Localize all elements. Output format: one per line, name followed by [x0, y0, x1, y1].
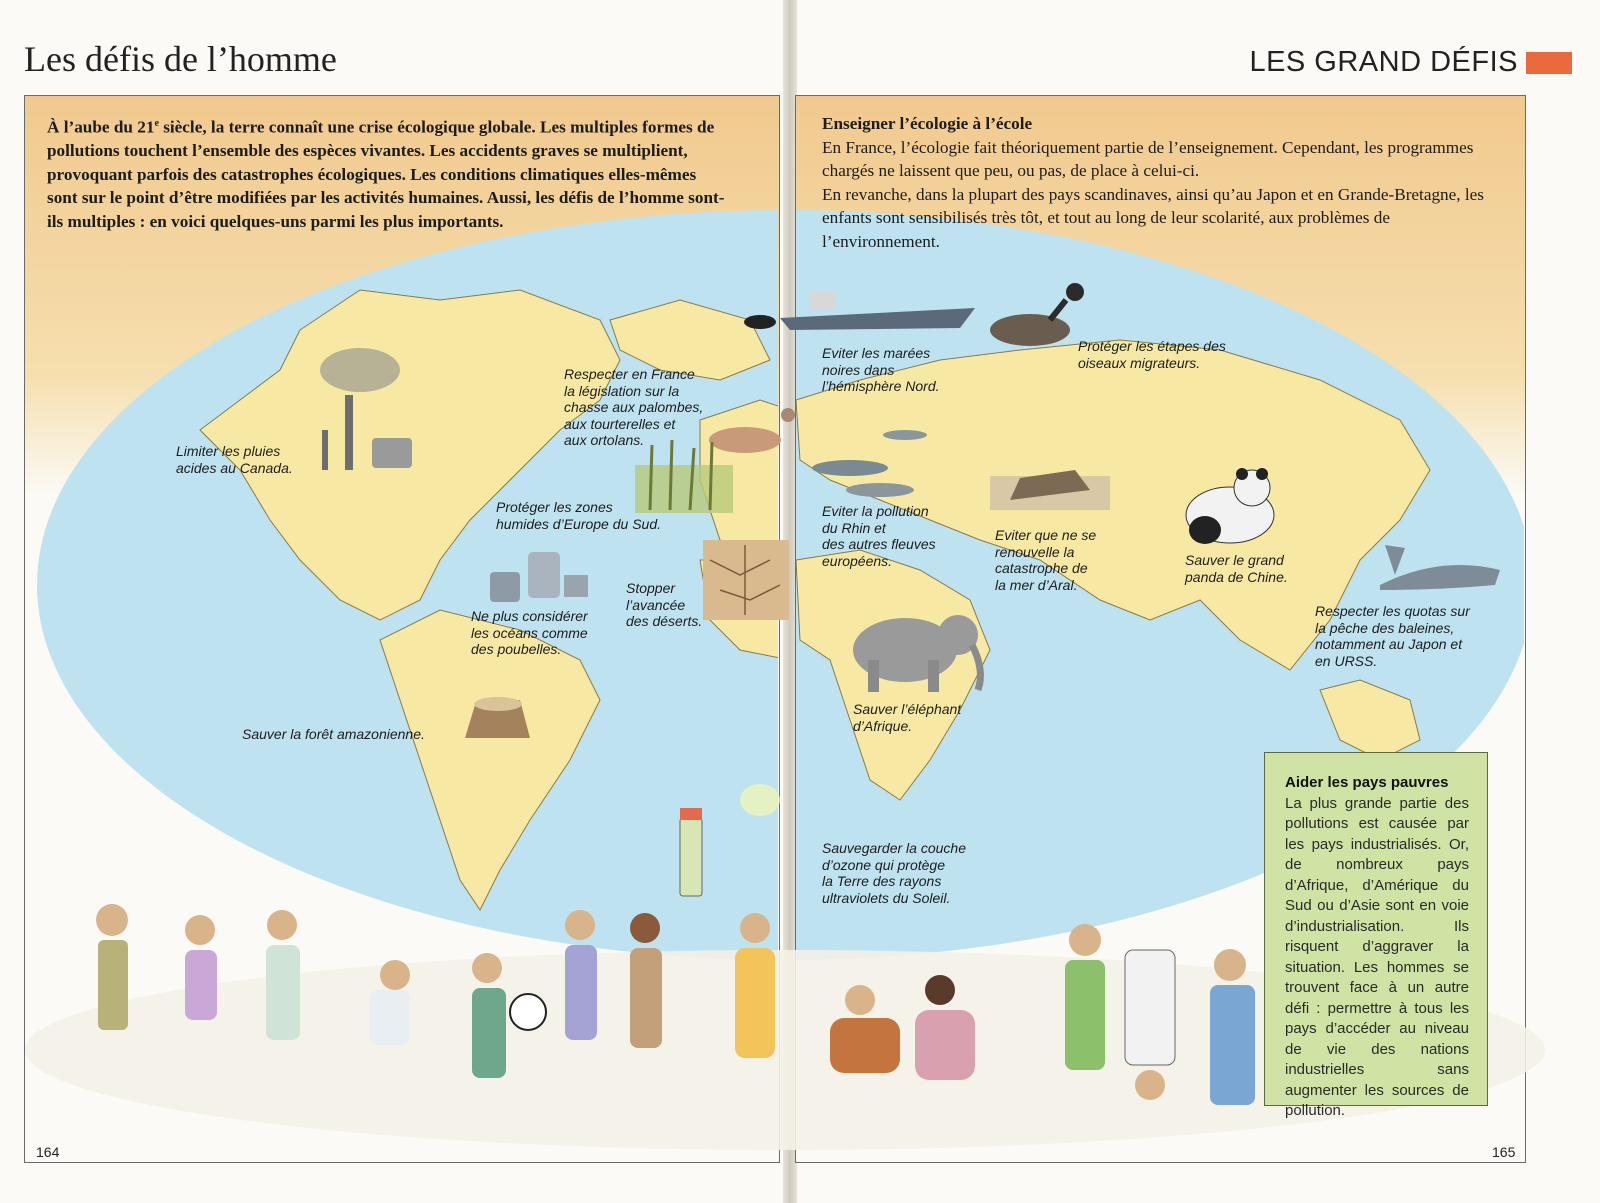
school-paragraph-1: En France, l’écologie fait théoriquement partie de l’enseignement. Cependant, les programmes chargés ne laissent que peu, ou pas, de place à celui-ci.: [822, 137, 1474, 180]
aid-poor-countries-box: [1264, 752, 1488, 1119]
school-paragraph-2: En revanche, dans la plupart des pays scandinaves, ainsi qu’au Japon et en Grande-Bretagne, les enfants sont sensibilisés très tôt, et tout au long de leur scolarité, aux problèmes de l’environnement.: [822, 184, 1484, 251]
aid-box-body: La plus grande partie des pollutions est causée par les pays industrialisés. Or, de nombreux pays d’Afrique, d’Amérique du Sud ou d’Asie sont en voie d’industrialisation. Ils risquent d’aggraver la situation. Les hommes se trouvent face à un autre défi : permettre à tous les pays d’accéder au niveau de vie des nations industrielles sans augmenter les sources de pollution.: [1285, 794, 1469, 1119]
section-title: LES GRAND DÉFIS: [1249, 46, 1518, 78]
label-acid-rain: Limiter les pluies acides au Canada.: [176, 443, 293, 476]
label-rhine: Eviter la pollution du Rhin et des autres fleuves européens.: [822, 503, 936, 569]
shipwreck-icon: [990, 470, 1110, 510]
intro-paragraph: [47, 112, 727, 233]
cracked-earth-icon: [703, 540, 789, 620]
aid-box-title: Aider les pays pauvres: [1285, 774, 1449, 791]
label-whales: Respecter les quotas sur la pêche des baleines, notamment au Japon et en URSS.: [1315, 603, 1470, 669]
page-number-right: 165: [1492, 1144, 1516, 1160]
tree-stump-icon: [465, 697, 530, 738]
intro-lead-end: siècle, la terre connaît une crise écologique globale.: [158, 117, 536, 137]
intro-lead: À l’aube du 21: [47, 117, 155, 137]
page-number-left: 164: [36, 1144, 60, 1160]
school-section-title: Enseigner l’écologie à l’école: [822, 114, 1033, 133]
label-elephant: Sauver l’éléphant d’Afrique.: [853, 701, 962, 734]
label-oceans: Ne plus considérer les océans comme des poubelles.: [471, 608, 588, 657]
label-panda: Sauver le grand panda de Chine.: [1185, 552, 1288, 585]
page-title: Les défis de l’homme: [24, 39, 337, 79]
label-migratory-birds: Protéger les étapes des oiseaux migrateurs.: [1078, 338, 1226, 371]
label-aral-sea: Eviter que ne se renouvelle la catastrophe de la mer d’Aral.: [995, 527, 1097, 593]
label-hunting-law: Respecter en France la législation sur la chasse aux palombes, aux tourterelles et aux ortolans.: [564, 366, 704, 448]
label-amazon: Sauver la forêt amazonienne.: [242, 726, 425, 742]
intro-body: Les multiples formes de pollutions touchent l’ensemble des espèces vivantes. Les accidents graves se multiplient, provoquant parfois des catastrophes écologiques. Les conditions climatiques elles-mêmes sont sur le point d’être modifiées par les activités humaines. Aussi, les défis de l’homme sont-ils multiples : en voici quelques-uns parmi les plus importants.: [47, 117, 725, 231]
intro-superscript: e: [154, 118, 159, 129]
label-oil-spills: Eviter les marées noires dans l’hémisphère Nord.: [822, 345, 940, 394]
label-deserts: Stopper l’avancée des déserts.: [626, 580, 703, 629]
label-wetlands: Protéger les zones humides d’Europe du Sud.: [496, 499, 661, 532]
school-ecology-section: [822, 112, 1502, 253]
label-ozone: Sauvegarder la couche d’ozone qui protège la Terre des rayons ultraviolets du Soleil.: [822, 840, 966, 906]
